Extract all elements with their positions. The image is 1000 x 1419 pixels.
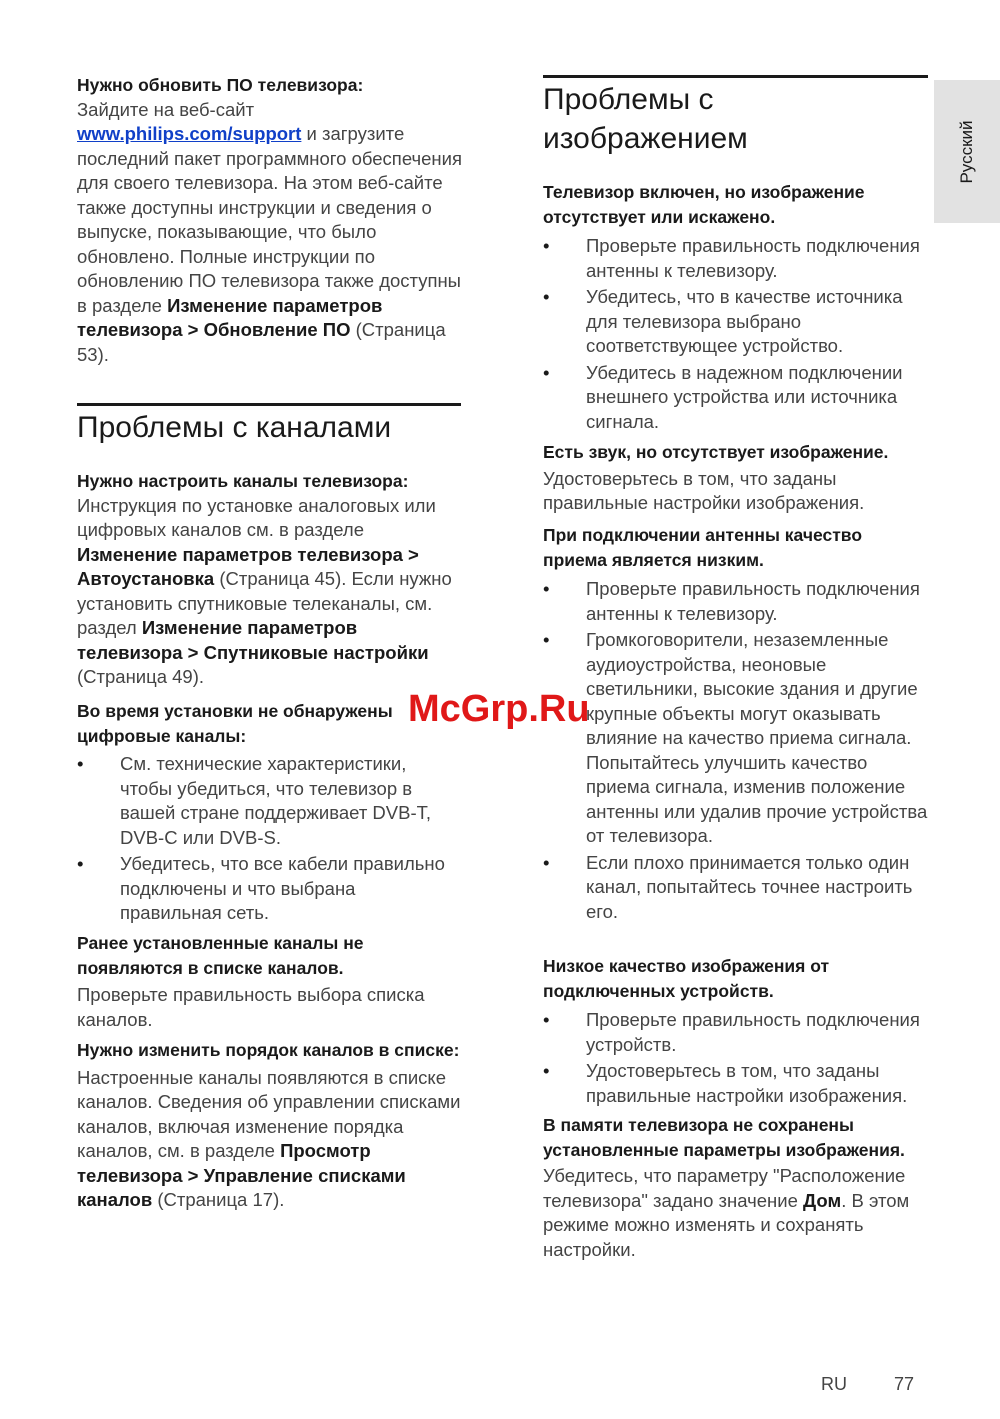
poor-devices-list	[543, 1008, 928, 1108]
list-item: • Проверьте правильность подключения устройств.	[543, 1009, 920, 1055]
footer-language: RU	[821, 1374, 847, 1394]
page-number: 77	[894, 1374, 915, 1394]
bullet-icon: •	[543, 286, 550, 307]
list-item: • Если плохо принимается только один канал, попытайтесь точнее настроить его.	[543, 851, 913, 922]
not-saved-ref: Дом	[803, 1189, 842, 1211]
no-picture-list	[543, 234, 928, 434]
no-picture-question: Телевизор включен, но изображение отсутствует или искажено.	[543, 182, 865, 227]
reorder-channels-section	[77, 1038, 462, 1213]
poor-devices-question: Низкое качество изображения от подключенных устройств.	[543, 956, 830, 1001]
sound-no-picture-paragraph: Удостоверьтесь в том, что заданы правильные настройки изображения.	[543, 467, 865, 513]
sound-no-picture-section	[543, 440, 928, 516]
list-item: • Проверьте правильность подключения антенны к телевизору.	[543, 578, 920, 624]
bullet-icon: •	[77, 753, 84, 774]
no-digital-section	[77, 699, 462, 928]
update-software-section	[77, 73, 462, 367]
tune-ref-autoinstall: Изменение параметров телевизора > Автоустановка	[77, 543, 419, 589]
not-saved-question: В памяти телевизора не сохранены установленные параметры изображения.	[543, 1115, 905, 1160]
tune-question: Нужно настроить каналы телевизора:	[77, 471, 409, 491]
poor-devices-section	[543, 954, 928, 1110]
philips-support-link[interactable]: www.philips.com/support	[77, 123, 302, 144]
sound-no-picture-question: Есть звук, но отсутствует изображение.	[543, 442, 889, 462]
poor-antenna-list	[543, 577, 928, 924]
missing-channels-section	[77, 931, 462, 1032]
picture-heading: Проблемы с изображением	[543, 83, 748, 155]
tune-paragraph: Инструкция по установке аналоговых или цифровых каналов см. в разделе Изменение параметров телевизора > Автоустановка (Страница 45). Если нужно установить спутниковые телеканалы, см. раздел Изменение параметров телевизора > Спутниковые настройки (Страница 49).	[77, 494, 452, 687]
update-ref: Изменение параметров телевизора > Обновление ПО	[77, 294, 383, 340]
list-item: • Проверьте правильность подключения антенны к телевизору.	[543, 235, 920, 281]
reorder-paragraph: Настроенные каналы появляются в списке каналов. Сведения об управлении списками каналов, включая изменение порядка каналов, см. в разделе Просмотр телевизора > Управление списками каналов (Страница 17).	[77, 1066, 461, 1210]
no-digital-question: Во время установки не обнаружены цифровые каналы:	[77, 701, 393, 746]
picture-heading-rule	[543, 75, 928, 78]
no-digital-list	[77, 752, 462, 926]
missing-question: Ранее установленные каналы не появляются в списке каналов.	[77, 933, 364, 978]
list-item: • Убедитесь, что в качестве источника для телевизора выбрано соответствующее устройство.	[543, 286, 903, 356]
poor-antenna-question: При подключении антенны качество приема является низким.	[543, 525, 863, 570]
bullet-icon: •	[543, 235, 550, 256]
list-item: • Громкоговорители, незаземленные аудиоустройства, неоновые светильники, высокие здания и другие крупные объекты могут оказывать влияние на качество приема сигнала. Попытайтесь улучшить качество приема сигнала, изменив положение антенны или удалив прочие устройства от телевизора.	[543, 629, 928, 846]
bullet-icon: •	[543, 1009, 550, 1030]
channels-heading: Проблемы с каналами	[77, 411, 392, 444]
update-paragraph: Зайдите на веб-сайт www.philips.com/support и загрузите последний пакет программного обеспечения для своего телевизора. На этом веб-сайте также доступны инструкции и сведения о выпуске, показывающие, что было обновлено. Полные инструкции по обновлению ПО телевизора также доступны в разделе Изменение параметров телевизора > Обновление ПО (Страница 53).	[77, 98, 462, 365]
reorder-ref: Просмотр телевизора > Управление списками каналов	[77, 1140, 406, 1210]
list-item: • Убедитесь в надежном подключении внешнего устройства или источника сигнала.	[543, 361, 903, 432]
list-item: • См. технические характеристики, чтобы убедиться, что телевизор в вашей стране поддерживает DVB-T, DVB-C или DVB-S.	[77, 753, 432, 848]
tune-ref-satellite: Изменение параметров телевизора > Спутниковые настройки	[77, 617, 429, 663]
bullet-icon: •	[543, 629, 550, 650]
list-item: • Убедитесь, что все кабели правильно подключены и что выбрана правильная сеть.	[77, 853, 445, 923]
not-saved-paragraph: Убедитесь, что параметру "Расположение телевизора" задано значение Дом. В этом режиме можно изменять и сохранять настройки.	[543, 1165, 910, 1260]
language-tab	[934, 80, 1000, 223]
no-picture-section	[543, 180, 928, 436]
missing-paragraph: Проверьте правильность выбора списка каналов.	[77, 984, 425, 1030]
tune-channels-section	[77, 469, 462, 690]
poor-antenna-section	[543, 523, 928, 926]
not-saved-section	[543, 1113, 928, 1262]
reorder-question: Нужно изменить порядок каналов в списке:	[77, 1040, 460, 1060]
bullet-icon: •	[77, 853, 84, 874]
bullet-icon: •	[543, 361, 550, 383]
language-tab-label: Русский	[957, 119, 976, 184]
bullet-icon: •	[543, 578, 550, 599]
update-question: Нужно обновить ПО телевизора:	[77, 75, 364, 95]
list-item: • Удостоверьтесь в том, что заданы правильные настройки изображения.	[543, 1060, 908, 1106]
bullet-icon: •	[543, 1060, 550, 1081]
watermark: McGrp.Ru	[408, 688, 590, 730]
channels-heading-rule	[77, 403, 461, 406]
bullet-icon: •	[543, 851, 550, 873]
